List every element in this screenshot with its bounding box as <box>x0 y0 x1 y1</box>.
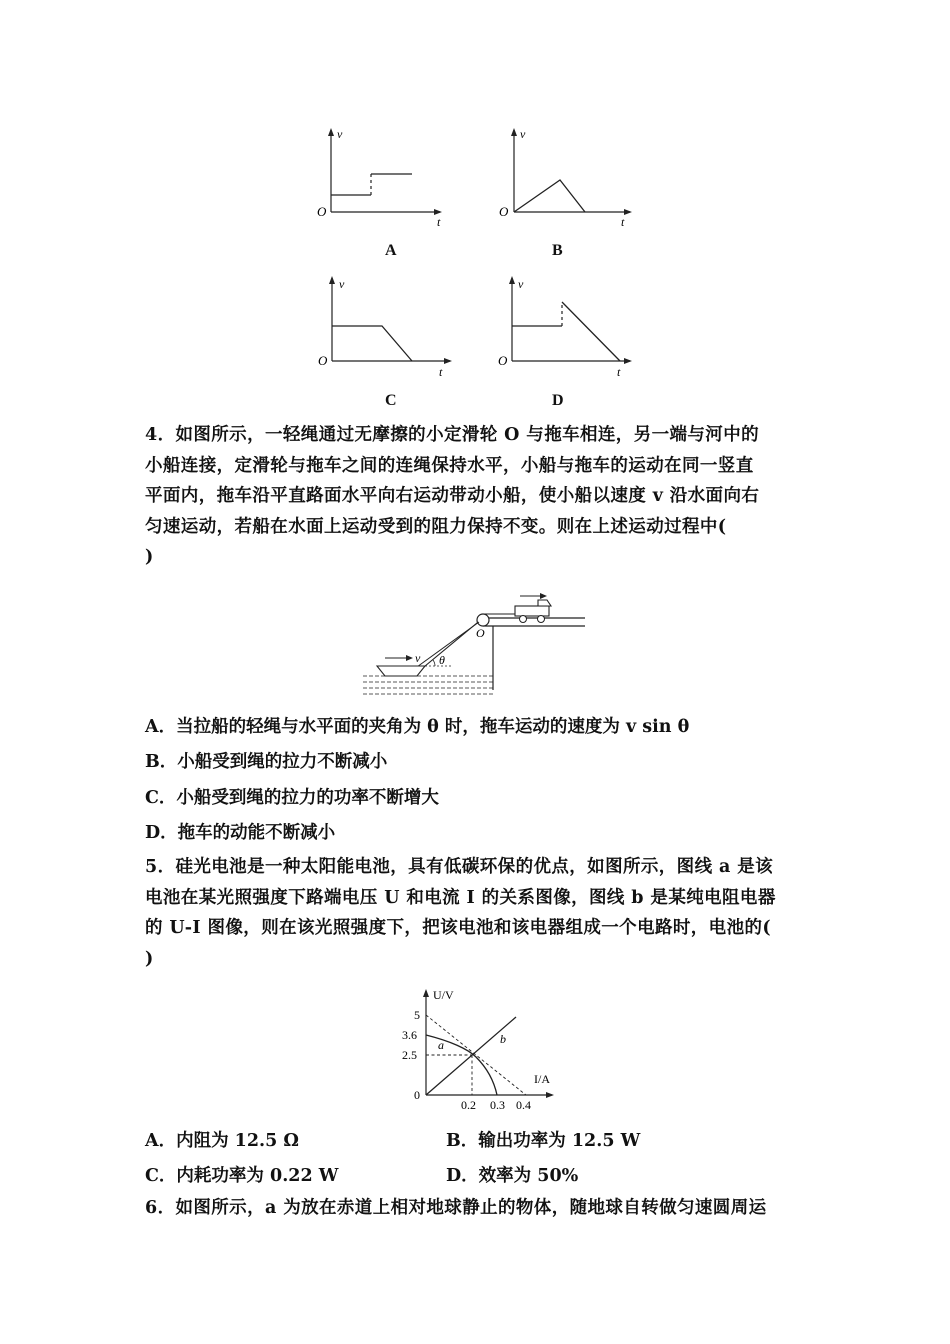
caption-d: D <box>552 392 564 409</box>
q6-line: 6．如图所示，a 为放在赤道上相对地球静止的物体，随地球自转做匀速圆周运 <box>145 1198 767 1218</box>
q4-figure <box>355 590 595 702</box>
y-tick-5: 5 <box>414 1008 420 1022</box>
q5-line: 5．硅光电池是一种太阳能电池，具有低碳环保的优点，如图所示，图线 a 是该 <box>145 857 773 877</box>
q5-option-c: C．内耗功率为 0.22 W <box>145 1166 339 1186</box>
q5-line: ) <box>145 948 154 969</box>
caption-b: B <box>552 242 563 259</box>
axis-t-label: t <box>617 365 621 379</box>
q3-graph-c <box>312 268 462 380</box>
q4-line: 匀速运动，若船在水面上运动受到的阻力保持不变。则在上述运动过程中( <box>145 516 727 537</box>
y-tick-2.5: 2.5 <box>402 1048 417 1062</box>
x-tick-0.3: 0.3 <box>490 1098 505 1112</box>
axis-v-label: v <box>520 127 526 141</box>
q4-line: ) <box>145 547 154 567</box>
q4-option-d: D．拖车的动能不断减小 <box>145 823 336 843</box>
q4-line: 平面内，拖车沿平直路面水平向右运动带动小船，使小船以速度 v 沿水面向右 <box>145 486 760 506</box>
q6-stem <box>145 1193 810 1224</box>
caption-c: C <box>385 392 397 409</box>
origin-label: O <box>317 204 327 219</box>
q5-line: 电池在某光照强度下路端电压 U 和电流 I 的关系图像，图线 b 是某纯电阻电器 <box>145 887 776 908</box>
q5-option-a: A．内阻为 12.5 Ω <box>145 1131 299 1151</box>
origin-label: O <box>318 353 328 368</box>
q5-stem <box>145 852 810 974</box>
pulley-icon <box>477 614 489 626</box>
q4-line: 小船连接，定滑轮与拖车之间的连绳保持水平，小船与拖车的运动在同一竖直 <box>145 455 754 476</box>
axis-t-label: t <box>437 215 441 229</box>
axis-t-label: t <box>621 215 625 229</box>
pulley-label: O <box>476 626 485 640</box>
q4-option-c: C．小船受到绳的拉力的功率不断增大 <box>145 788 439 808</box>
axis-t-label: t <box>439 365 443 379</box>
q5-option-b: B．输出功率为 12.5 W <box>446 1131 641 1151</box>
origin-label: O <box>499 204 509 219</box>
q5-ui-chart <box>380 985 570 1115</box>
curve-a-label: a <box>438 1038 444 1052</box>
axis-v-label: v <box>518 277 524 291</box>
q3-graph-d <box>490 268 640 380</box>
boat-icon <box>377 666 425 676</box>
q3-graph-a <box>310 120 450 230</box>
origin-label: O <box>498 353 508 368</box>
velocity-label: v <box>415 651 421 665</box>
line-b-label: b <box>500 1032 506 1046</box>
q3-graph-b <box>490 120 640 230</box>
axis-v-label: v <box>337 127 343 141</box>
x-tick-0.2: 0.2 <box>461 1098 476 1112</box>
line-b <box>426 1017 516 1095</box>
tow-truck-icon <box>515 600 551 623</box>
q4-option-b: B．小船受到绳的拉力不断减小 <box>145 752 388 772</box>
q5-line: 的 U-I 图像，则在该光照强度下，把该电池和该电器组成一个电路时，电池的( <box>145 918 772 938</box>
q4-line: 4．如图所示，一轻绳通过无摩擦的小定滑轮 O 与拖车相连，另一端与河中的 <box>145 425 760 445</box>
y-axis-label: U/V <box>433 988 454 1002</box>
axis-v-label: v <box>339 277 345 291</box>
y-tick-0: 0 <box>414 1088 420 1102</box>
angle-label: θ <box>439 653 445 667</box>
x-axis-label: I/A <box>534 1072 550 1086</box>
q4-option-a: A．当拉船的轻绳与水平面的夹角为 θ 时，拖车运动的速度为 v sin θ <box>145 717 690 737</box>
caption-a: A <box>385 242 397 259</box>
y-tick-3.6: 3.6 <box>402 1028 417 1042</box>
q4-stem <box>145 420 810 573</box>
q5-option-d: D．效率为 50% <box>446 1166 579 1186</box>
x-tick-0.4: 0.4 <box>516 1098 531 1112</box>
